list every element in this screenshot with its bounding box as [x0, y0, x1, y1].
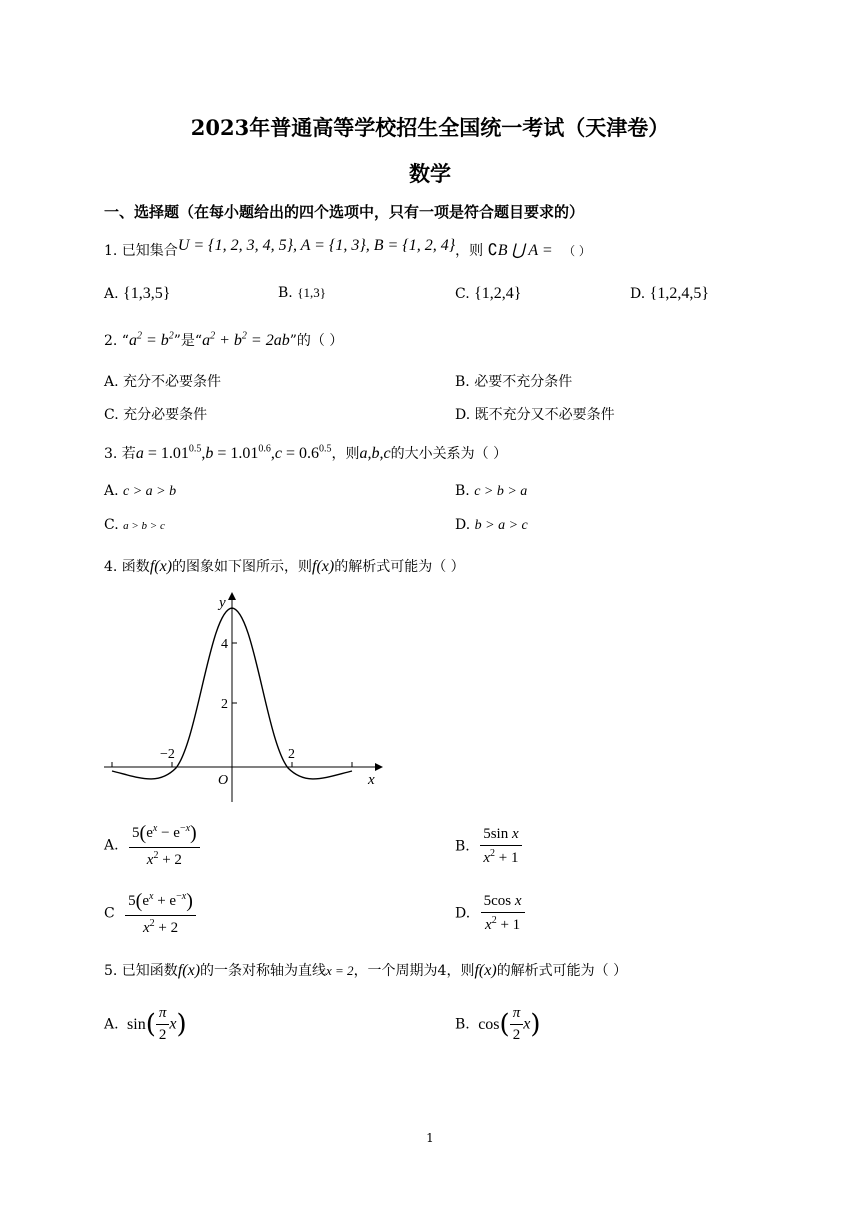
- q4-option-a: A. $\frac{5(e^x - e^{-x})}{x^2 + 2}$: [104, 822, 200, 869]
- q4-option-d: D. $\frac{\text{5cos x}}{x^2 + 1}$: [455, 893, 525, 934]
- q5-option-a: A. sin( $\frac{\pi}{2}$ x): [104, 1005, 187, 1043]
- q2-option-a: A. 充分不必要条件: [104, 374, 222, 390]
- x-tick-neg2: −2: [160, 747, 175, 762]
- question-2: 2. “$a^2 = b^2$”是“$a^2 + b^2 = 2ab$”的（ ）: [104, 330, 344, 349]
- q1-sets: U = {1, 2, 3, 4, 5}, A = {1, 3}, B = {1, 2, 4}: [177, 237, 456, 254]
- question-1: [104, 237, 591, 260]
- q1-mid: ，则: [455, 243, 484, 259]
- y-tick-2: 2: [221, 697, 228, 712]
- q3-option-a: A. c > a > b: [104, 483, 177, 499]
- question-5: 5. 已知函数f(x)的一条对称轴为直线x = 2，一个周期为4，则f(x)的解析式可能为（ ）: [104, 962, 628, 979]
- section-heading: 一、选择题（在每小题给出的四个选项中，只有一项是符合题目要求的）: [104, 203, 585, 221]
- q2-option-d: D. 既不充分又不必要条件: [455, 407, 615, 423]
- exam-subject: 数学: [409, 161, 451, 186]
- origin-label: O: [218, 773, 229, 788]
- q3-option-d: D. b > a > c: [455, 517, 528, 533]
- question-4: 4. 函数f(x)的图象如下图所示，则f(x)的解析式可能为（ ）: [104, 558, 465, 575]
- q3-option-c: C. a > b > c: [104, 517, 165, 533]
- question-3: 3. 若$a = 1.01^{0.5},b = 1.01^{0.6},c = 0.6^{0.5}$，则a,b,c的大小关系为（ ）: [104, 443, 508, 462]
- page-number: 1: [426, 1131, 434, 1145]
- q1-option-d: D. {1,2,4,5}: [630, 285, 709, 302]
- x-axis-label: x: [368, 772, 375, 788]
- q4-option-b: B. $\frac{\text{5sin x}}{x^2 + 1}$: [455, 826, 522, 867]
- q2-option-b: B. 必要不充分条件: [455, 374, 573, 390]
- y-tick-4: 4: [221, 637, 228, 652]
- q1-prefix: 1. 已知集合: [104, 243, 178, 259]
- q4-option-c: C $\frac{5(e^x + e^{-x})}{x^2 + 2}$: [104, 890, 196, 937]
- complement-symbol: ∁: [487, 242, 498, 259]
- y-axis-label: y: [219, 595, 226, 611]
- x-tick-2: 2: [288, 747, 295, 762]
- q2-option-c: C. 充分必要条件: [104, 407, 208, 423]
- q1-option-b: B. {1,3}: [278, 285, 326, 301]
- q3-option-b: B. c > b > a: [455, 483, 528, 499]
- q5-option-b: B. cos( $\frac{\pi}{2}$ x): [455, 1005, 541, 1043]
- answer-paren: （ ）: [563, 244, 591, 258]
- q1-expression: B ⋃ A =: [497, 242, 553, 259]
- q1-option-c: C. {1,2,4}: [455, 285, 522, 302]
- function-graph: [100, 590, 390, 810]
- exam-title: 2023年普通高等学校招生全国统一考试（天津卷）: [190, 115, 670, 140]
- q1-option-a: A. {1,3,5}: [104, 285, 171, 302]
